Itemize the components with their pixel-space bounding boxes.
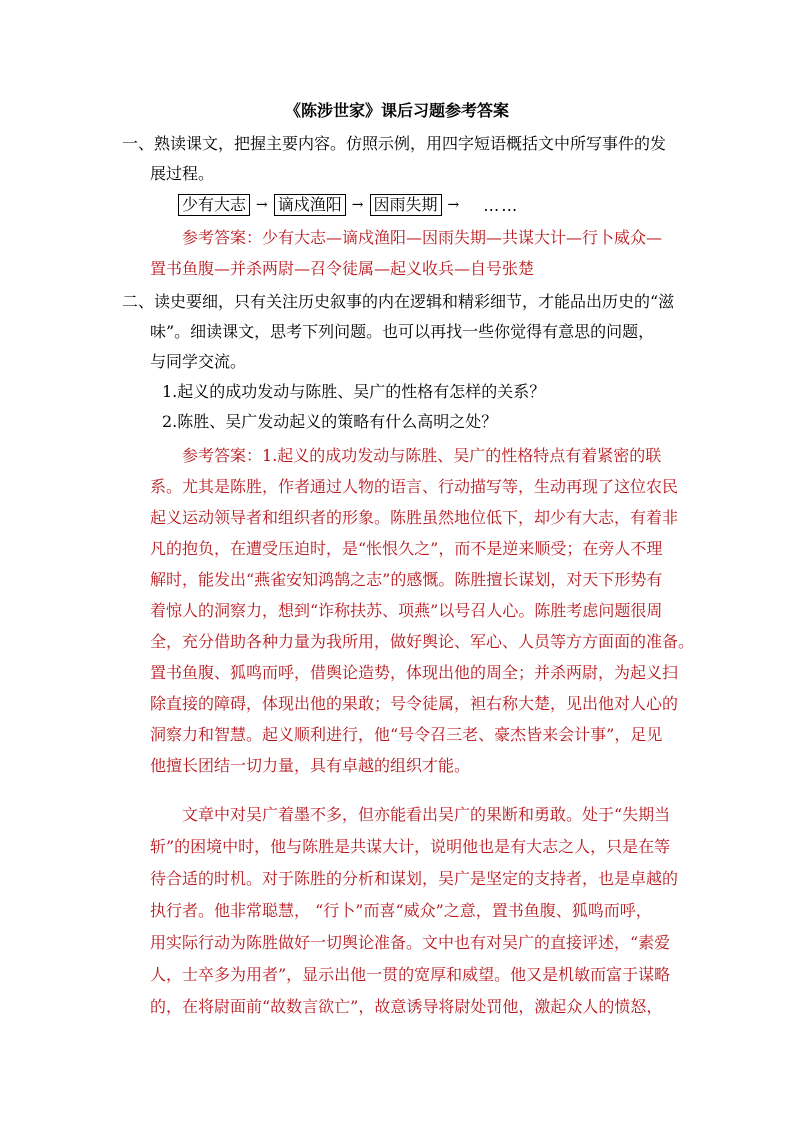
- answer-para1-line-6: 着惊人的洞察力，想到“诈称扶苏、项燕”以号召人心。陈胜考虑问题很周: [150, 601, 663, 620]
- question-2-line-1: 二、读史要细，只有关注历史叙事的内在逻辑和精彩细节，才能品出历史的“滋: [122, 292, 675, 311]
- answer-para1-line-2: 系。尤其是陈胜，作者通过人物的语言、行动描写等，生动再现了这位农民: [150, 477, 679, 496]
- question-1-answer-line-2: 置书鱼腹—并杀两尉—召令徒属—起义收兵—自号张楚: [150, 259, 535, 278]
- flow-box-1: 少有大志: [178, 194, 250, 216]
- answer-para1-line-5: 解时，能发出“燕雀安知鸿鹄之志”的感慨。陈胜擅长谋划，对天下形势有: [150, 570, 663, 589]
- question-1-answer-line-1: 参考答案：少有大志—谪戍渔阳—因雨失期—共谋大计—行卜威众—: [182, 228, 663, 247]
- flow-arrow-3: →: [447, 197, 460, 213]
- answer-para1-line-3: 起义运动领导者和组织者的形象。陈胜虽然地位低下，却少有大志，有着非: [150, 508, 679, 527]
- flow-box-3: 因雨失期: [370, 194, 442, 216]
- answer-para2-line-3: 待合适的时机。对于陈胜的分析和谋划，吴广是坚定的支持者，也是卓越的: [150, 869, 679, 888]
- answer-para2-line-6: 人，士卒多为用者”，显示出他一贯的宽厚和威望。他又是机敏而富于谋略: [150, 965, 671, 984]
- question-2-line-2: 味”。细读课文，思考下列问题。也可以再找一些你觉得有意思的问题，: [150, 322, 655, 341]
- answer-para1-line-1: 1.起义的成功发动与陈胜、吴广的性格特点有着紧密的联: [262, 446, 662, 465]
- question-2-line-3: 与同学交流。: [150, 352, 247, 371]
- answer-para2-line-5: 用实际行动为陈胜做好一切舆论准备。文中也有对吴广的直接评述，“素爱: [150, 933, 671, 952]
- answer-para1-line-8: 置书鱼腹、狐鸣而呼，借舆论造势，体现出他的周全；并杀两尉，为起义扫: [150, 663, 679, 682]
- answer-para2-line-4: 执行者。他非常聪慧， “行卜”而喜“威众”之意，置书鱼腹、狐鸣而呼，: [150, 901, 652, 920]
- flow-arrow-2: →: [351, 197, 364, 213]
- event-flow-example: [178, 194, 519, 216]
- answer-para1-line-10: 洞察力和智慧。起义顺利进行，他“号令召三老、豪杰皆来会计事”，足见: [150, 725, 663, 744]
- question-1-line-1: 一、熟读课文，把握主要内容。仿照示例，用四字短语概括文中所写事件的发: [122, 134, 667, 153]
- flow-arrow-1: →: [256, 197, 268, 213]
- question-2-answer-first-line: [182, 446, 661, 466]
- answer-label: 参考答案：: [182, 446, 263, 465]
- answer-para2-line-7: 的，在将尉面前“故数言欲亡”，故意诱导将尉处罚他，激起众人的愤怒，: [150, 997, 663, 1016]
- page-title: 《陈涉世家》课后习题参考答案: [284, 101, 509, 120]
- question-1-line-2: 展过程。: [150, 164, 215, 183]
- answer-para2-line-1: 文章中对吴广着墨不多，但亦能看出吴广的果断和勇敢。处于“失期当: [182, 805, 671, 824]
- answer-para1-line-4: 凡的抱负，在遭受压迫时，是“怅恨久之”，而不是逆来顺受；在旁人不理: [150, 539, 663, 558]
- answer-para1-line-9: 除直接的障碍，体现出他的果敢；号令徒属，袒右称大楚，见出他对人心的: [150, 694, 679, 713]
- answer-para1-line-7: 全，充分借助各种力量为我所用，做好舆论、军心、人员等方方面面的准备。: [150, 632, 695, 651]
- question-2-sub-1: 1.起义的成功发动与陈胜、吴广的性格有怎样的关系？: [162, 382, 546, 401]
- question-2-sub-2: 2.陈胜、吴广发动起义的策略有什么高明之处？: [162, 412, 498, 431]
- flow-ellipsis: ……: [483, 195, 520, 215]
- flow-box-2: 谪戍渔阳: [274, 194, 346, 216]
- answer-para1-line-11: 他擅长团结一切力量，具有卓越的组织才能。: [150, 756, 471, 775]
- answer-para2-line-2: 斩”的困境中时，他与陈胜是共谋大计，说明他也是有大志之人，只是在等: [150, 837, 671, 856]
